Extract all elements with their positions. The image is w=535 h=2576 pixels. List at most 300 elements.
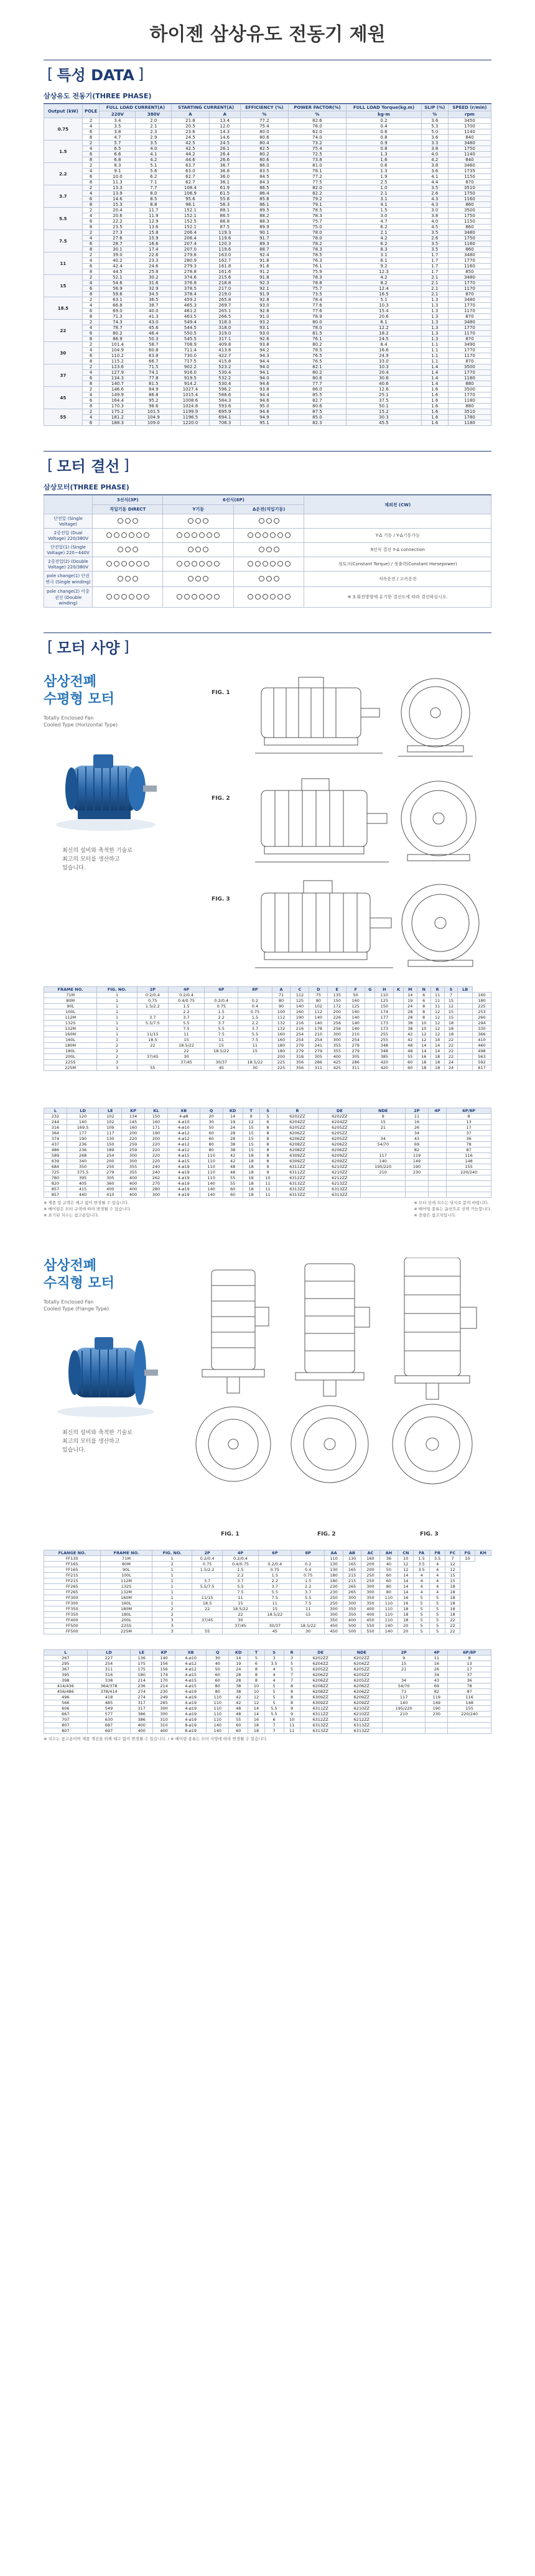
table-cell: 10 <box>259 1175 276 1181</box>
table-cell: 18 <box>243 1192 259 1198</box>
table-cell: 350 <box>361 1601 379 1606</box>
table-cell: 880 <box>448 381 491 387</box>
table-cell: 348 <box>375 1043 394 1049</box>
table-cell: 364 <box>44 1131 67 1136</box>
table-cell: 3480 <box>448 297 491 303</box>
terminal-dot-icon <box>203 518 208 524</box>
table-cell: 150 <box>328 998 347 1004</box>
table-cell: 6309ZZ <box>300 1700 341 1706</box>
table-cell: 82 <box>406 1147 429 1153</box>
table-cell: 2 <box>97 1049 137 1054</box>
table-cell: 4-ø19 <box>167 1192 200 1198</box>
wiring-row <box>44 529 491 543</box>
table-cell: 230 <box>325 1584 343 1590</box>
table-row <box>44 180 491 185</box>
table-cell: 45 <box>258 1629 291 1634</box>
table-cell: 279 <box>347 1043 365 1049</box>
table-cell: 550 <box>361 1629 379 1634</box>
table-row <box>44 404 491 409</box>
table-cell: 11 <box>284 1728 300 1734</box>
table-cell: 360 <box>99 1181 122 1187</box>
table-cell: 110 <box>200 1175 223 1181</box>
wiring-terminal-cell <box>163 543 233 557</box>
table-row <box>44 1187 491 1192</box>
table-cell: 6.6 <box>100 152 136 157</box>
table-cell: 140 <box>379 1623 398 1629</box>
table-cell: 460 <box>472 1043 491 1049</box>
table-row <box>44 1153 491 1159</box>
wiring-row-label: 단전압 (Single Voltage) <box>44 514 93 529</box>
table-cell: 6.5 <box>100 146 136 152</box>
table-cell: 584.3 <box>209 398 241 404</box>
table-cell: 450 <box>361 1618 379 1623</box>
table-cell: 1.6 <box>421 387 448 392</box>
table-cell <box>223 1629 258 1634</box>
table-cell: 0.8 <box>347 146 422 152</box>
table-cell: 10 <box>248 1689 264 1695</box>
table-cell: 161.8 <box>209 264 241 269</box>
table-cell: 366 <box>472 1032 491 1037</box>
table-cell: 3.1 <box>347 197 422 202</box>
table-cell: 80.2 <box>288 342 346 348</box>
table-cell <box>406 1175 429 1181</box>
table-cell: 78.3 <box>288 275 346 280</box>
table-cell: 262 <box>145 1175 168 1181</box>
table-cell: 82.2 <box>288 191 346 197</box>
table-cell: 180L <box>44 1049 97 1054</box>
terminal-dot-icon <box>133 518 138 524</box>
column-unit-header: 220V <box>100 111 136 118</box>
table-cell: 102 <box>309 1004 328 1009</box>
table-cell: 80 <box>207 1689 229 1695</box>
wiring-sub-head: 직입기동 DIRECT <box>93 505 163 514</box>
table-cell: 5.5 <box>264 1712 284 1717</box>
table-cell: 59.6 <box>100 292 136 297</box>
table-cell: 82.1 <box>288 364 346 370</box>
table-cell: 11 <box>238 1043 272 1049</box>
table-row <box>44 1175 491 1181</box>
output-kw-cell: 18.5 <box>44 297 83 320</box>
table-cell: 91.8 <box>241 258 289 264</box>
table-cell: 280.9 <box>172 258 209 264</box>
table-cell: 589 <box>44 1153 67 1159</box>
table-cell: 8 <box>248 1678 264 1684</box>
table-cell: 120 <box>67 1114 99 1119</box>
table-cell: 140 <box>200 1187 223 1192</box>
terminal-dot-icon <box>277 594 283 600</box>
table-cell: 165 <box>343 1562 361 1567</box>
table-cell: 36 <box>379 1556 398 1562</box>
table-cell: 4 <box>82 124 100 129</box>
table-cell: 94.1 <box>241 370 289 376</box>
table-cell: 66.7 <box>136 359 172 364</box>
table-cell: 77.2 <box>241 118 289 124</box>
table-cell: 311 <box>347 1065 365 1071</box>
table-cell: 378/414 <box>87 1689 131 1695</box>
table-cell: 80 <box>272 998 291 1004</box>
table-row <box>44 152 491 157</box>
table-cell: 60 <box>403 1065 417 1071</box>
table-cell: 4 <box>82 258 100 264</box>
table-cell: 250 <box>99 1164 122 1170</box>
table-cell: 80.6 <box>288 376 346 381</box>
table-cell: 1 <box>152 1601 192 1606</box>
table-row <box>44 1136 491 1142</box>
table-cell: 6309ZZ <box>300 1695 341 1700</box>
table-cell: 4.1 <box>421 174 448 180</box>
table-row <box>44 135 491 141</box>
table-cell: 172 <box>328 1004 347 1009</box>
table-cell: 1750 <box>448 191 491 197</box>
table-row <box>44 1147 491 1153</box>
table-cell: 94.6 <box>241 398 289 404</box>
table-cell: 40 <box>207 1661 229 1667</box>
table-row <box>44 1556 491 1562</box>
table-cell: 36.7 <box>209 163 241 169</box>
table-cell: 425 <box>328 1065 347 1071</box>
table-cell: 90L <box>100 1567 152 1573</box>
table-cell: 5.5 <box>223 1584 258 1590</box>
table-cell: 11 <box>259 1181 276 1187</box>
table-cell: 1024.8 <box>172 404 209 409</box>
table-cell: FF165 <box>44 1567 101 1573</box>
table-row <box>44 1159 491 1164</box>
table-cell: 63.8 <box>136 353 172 359</box>
column-header: D <box>309 987 328 993</box>
table-cell: 110 <box>200 1170 223 1175</box>
table-cell: 1770 <box>448 348 491 353</box>
table-cell: 50 <box>207 1667 229 1672</box>
terminal-dot-icon <box>192 532 197 538</box>
table-cell: 6311ZZ <box>276 1164 319 1170</box>
table-cell: 717.5 <box>172 359 209 364</box>
table-cell: 6209ZZ <box>341 1695 382 1700</box>
table-cell: 5 <box>264 1695 284 1700</box>
table-cell: 140 <box>382 1700 426 1706</box>
table-cell: 28 <box>229 1678 248 1684</box>
table-cell: 0.75 <box>258 1567 291 1573</box>
table-cell: 385 <box>375 1054 394 1060</box>
table-cell: 0.6 <box>347 163 422 169</box>
table-cell: 2 <box>82 163 100 169</box>
table-cell: 188.3 <box>100 420 136 426</box>
table-cell: 30.1 <box>100 247 136 253</box>
table-cell: 140 <box>347 1026 365 1032</box>
table-cell: 80M <box>44 998 97 1004</box>
table-cell: 140 <box>347 1021 365 1026</box>
table-cell: 86.8 <box>209 219 241 225</box>
table-cell: 34 <box>426 1672 448 1678</box>
table-cell: 3.5 <box>414 1567 429 1573</box>
table-cell: 549.4 <box>172 320 209 325</box>
column-header: S <box>259 1108 276 1114</box>
table-cell: 77.5 <box>288 180 346 185</box>
table-cell: 5.0 <box>421 129 448 135</box>
table-cell: 71.3 <box>100 314 136 320</box>
terminal-dot-icon <box>255 594 261 600</box>
note-line: ※ 중량은 참고치입니다. <box>414 1213 457 1218</box>
table-cell: 155 <box>447 1164 491 1170</box>
terminal-block-icon <box>118 547 138 552</box>
table-row <box>44 1567 491 1573</box>
table-cell: 667 <box>44 1712 88 1717</box>
table-cell: 14 <box>403 993 417 998</box>
table-cell: 1.7 <box>421 269 448 275</box>
table-cell: 0.2/0.4 <box>258 1562 291 1567</box>
table-cell: 14 <box>398 1590 414 1595</box>
table-cell: 6.2 <box>136 174 172 180</box>
table-cell: 7.5 <box>292 1601 325 1606</box>
horizontal-motor-desc-line2: 최고의 모터를 생산하고 <box>62 856 120 863</box>
table-cell: 170.3 <box>100 404 136 409</box>
table-cell: 42 <box>229 1695 248 1700</box>
table-cell: 6204ZZ <box>319 1119 361 1125</box>
table-cell: 10 <box>460 1556 475 1562</box>
table-cell <box>406 1187 429 1192</box>
table-cell: 1 <box>97 1015 137 1021</box>
table-cell: 13 <box>447 1119 491 1125</box>
table-cell: 27.3 <box>100 230 136 236</box>
table-row <box>44 1706 491 1712</box>
terminal-dot-icon <box>270 594 276 600</box>
table-cell: 244 <box>44 1119 67 1125</box>
wiring-corner <box>44 496 93 514</box>
table-cell: 3.7 <box>168 1015 204 1021</box>
table-cell: 420 <box>375 1065 394 1071</box>
table-cell <box>394 1060 404 1065</box>
terminal-dot-icon <box>199 532 205 538</box>
column-group-header: FULL LOAD Torque(kg.m) <box>347 104 422 111</box>
wiring-terminal-cell <box>163 557 233 572</box>
table-row <box>44 415 491 420</box>
table-cell: 355 <box>122 1170 145 1175</box>
table-cell: 117 <box>361 1153 406 1159</box>
table-row <box>44 1021 491 1026</box>
table-cell: 4-ø15 <box>175 1678 206 1684</box>
table-row <box>44 409 491 415</box>
table-cell: 1700 <box>448 124 491 129</box>
table-row <box>44 1584 491 1590</box>
table-cell: 279 <box>291 1043 309 1049</box>
table-cell: 75 <box>309 993 328 998</box>
table-cell: 206.4 <box>172 236 209 241</box>
table-row <box>44 1192 491 1198</box>
table-cell: 4-ø19 <box>167 1181 200 1187</box>
wiring-terminal-cell <box>233 557 304 572</box>
table-cell: 1 <box>152 1590 192 1595</box>
terminal-block-icon <box>118 576 138 581</box>
table-cell: 6 <box>82 376 100 381</box>
table-cell: 5.5/7.5 <box>192 1584 222 1590</box>
table-cell <box>428 1136 446 1142</box>
table-cell: 1 <box>152 1584 192 1590</box>
horizontal-fig1-drawing <box>249 666 485 759</box>
table-row <box>44 1032 491 1037</box>
table-cell: 18 <box>248 1723 264 1728</box>
table-cell: 78.7 <box>100 325 136 331</box>
table-cell: 1170 <box>448 331 491 336</box>
table-cell: 226 <box>328 1015 347 1021</box>
table-cell: 74.1 <box>136 370 172 376</box>
table-cell: 79.1 <box>288 202 346 208</box>
table-cell: 48 <box>229 1706 248 1712</box>
table-cell: 62.7 <box>172 180 209 185</box>
table-cell: 1.1 <box>421 359 448 364</box>
table-cell: 356 <box>291 1065 309 1071</box>
column-header: 4P <box>426 1650 448 1656</box>
table-cell: 60 <box>207 1678 229 1684</box>
table-cell: 415 <box>67 1187 99 1192</box>
table-cell: 255 <box>375 1032 394 1037</box>
table-cell: 20 <box>200 1114 223 1119</box>
table-cell: 3.3 <box>421 141 448 146</box>
table-cell: 24 <box>223 1125 243 1131</box>
table-cell: 38 <box>223 1142 243 1147</box>
terminal-block-icon <box>248 532 291 538</box>
table-cell: 12 <box>444 1004 458 1009</box>
table-cell: 3.6 <box>421 118 448 124</box>
table-cell: 486 <box>44 1147 67 1153</box>
table-row <box>44 118 491 124</box>
table-row <box>44 157 491 163</box>
column-unit-header: rpm <box>448 111 491 118</box>
wiring-row <box>44 543 491 557</box>
section-heading-wiring-text: 모터 결선 <box>57 458 120 475</box>
table-cell: 1.4 <box>421 364 448 370</box>
terminal-dot-icon <box>285 561 291 567</box>
table-cell: 87 <box>448 1689 491 1695</box>
table-cell: 24 <box>444 1060 458 1065</box>
table-row <box>44 269 491 275</box>
table-cell: 80.6 <box>288 404 346 409</box>
wiring-row-label: 단전압(1) (Single Voltage) 220~440V <box>44 543 93 557</box>
table-cell: 22 <box>445 1623 460 1629</box>
table-cell: 174 <box>375 1009 394 1015</box>
table-cell: 1170 <box>448 286 491 292</box>
table-row <box>44 236 491 241</box>
table-cell <box>428 1142 446 1147</box>
table-cell: 1.5 <box>168 1004 204 1009</box>
table-cell: 711.4 <box>172 348 209 353</box>
table-cell: 220 <box>145 1159 168 1164</box>
table-cell: 1770 <box>448 303 491 308</box>
table-cell: 38.7 <box>136 303 172 308</box>
vertical-spec-note-text: ※ 치수는 참고용이며 제품 개선을 위해 예고 없이 변경될 수 있습니다. / ※ 베어링 종류는 모터 사양에 따라 변경될 수 있습니다. <box>44 1736 268 1741</box>
table-cell: 4 <box>82 303 100 308</box>
wiring-sub-head: Δ운전(직입기동) <box>233 505 304 514</box>
table-cell: 4 <box>82 191 100 197</box>
table-cell: 95.1 <box>241 420 289 426</box>
table-cell: 81.5 <box>288 331 346 336</box>
table-cell: 3480 <box>448 141 491 146</box>
table-cell: 89.9 <box>241 225 289 230</box>
table-cell: 30 <box>200 1119 223 1125</box>
table-cell: 61.5 <box>209 191 241 197</box>
table-cell: 12 <box>417 1037 430 1043</box>
table-cell <box>365 1015 375 1021</box>
table-cell: 110.2 <box>100 353 136 359</box>
table-cell <box>361 1187 406 1192</box>
table-cell: 61.9 <box>209 185 241 191</box>
table-cell: 18 <box>417 1065 430 1071</box>
table-cell: 15.3 <box>100 202 136 208</box>
output-kw-cell: 0.75 <box>44 118 83 141</box>
table-cell: 9.1 <box>100 169 136 174</box>
table-cell <box>448 1728 491 1734</box>
table-cell: 5 <box>414 1612 429 1618</box>
table-cell: 37 <box>448 1672 491 1678</box>
terminal-dot-icon <box>285 594 291 600</box>
column-header: 8P <box>292 1550 325 1556</box>
table-cell: 6 <box>82 353 100 359</box>
column-header: R <box>276 1108 319 1114</box>
table-cell <box>448 1723 491 1728</box>
table-cell: 12.9 <box>136 219 172 225</box>
table-cell: 6208ZZ <box>300 1684 341 1689</box>
table-cell: 24.5 <box>172 135 209 141</box>
table-cell: 11/15 <box>137 1032 168 1037</box>
table-cell <box>137 1009 168 1015</box>
table-cell: 563 <box>472 1054 491 1060</box>
table-cell: 17 <box>448 1667 491 1672</box>
table-cell <box>406 1181 429 1187</box>
table-cell: 274 <box>131 1695 153 1700</box>
column-header: LB <box>458 987 472 993</box>
vertical-spec-table-1-wrap <box>44 1550 491 1634</box>
table-cell: 180 <box>131 1672 153 1678</box>
table-cell: 0.2/0.4 <box>223 1556 258 1562</box>
table-cell: 140 <box>200 1181 223 1187</box>
table-cell: 14 <box>430 1049 444 1054</box>
table-cell: 255 <box>375 1037 394 1043</box>
table-cell: 23.5 <box>100 225 136 230</box>
table-cell: 28 <box>403 1009 417 1015</box>
table-cell: 8 <box>417 1009 430 1015</box>
table-cell: 1.5 <box>414 1556 429 1562</box>
table-cell: 6208ZZ <box>276 1147 319 1153</box>
terminal-dot-icon <box>214 532 220 538</box>
table-cell: 11 <box>430 1004 444 1009</box>
table-cell: 256 <box>328 1021 347 1026</box>
table-cell: 149 <box>406 1159 429 1164</box>
table-row <box>44 1601 491 1606</box>
column-unit-header: A <box>209 111 241 118</box>
table-cell: 1 <box>97 993 137 998</box>
terminal-dot-icon <box>207 532 212 538</box>
table-cell <box>205 993 238 998</box>
table-cell: 109 <box>99 1125 122 1131</box>
table-cell: 617 <box>472 1065 491 1071</box>
table-cell: 3.8 <box>100 129 136 135</box>
table-cell: 60 <box>229 1723 248 1728</box>
table-cell: 175.2 <box>100 409 136 415</box>
table-cell: 311 <box>87 1667 131 1672</box>
table-cell: 386 <box>131 1717 153 1723</box>
fig-label: FIG. 1 <box>212 690 230 696</box>
terminal-dot-icon <box>266 576 272 581</box>
table-cell: 355 <box>328 1043 347 1049</box>
table-cell: 71 <box>382 1689 426 1695</box>
column-header: G <box>365 987 375 993</box>
table-cell: 279 <box>309 1049 328 1054</box>
table-cell <box>361 1192 406 1198</box>
table-cell: 48 <box>229 1712 248 1717</box>
table-cell: 7.5 <box>223 1590 258 1595</box>
table-cell: 2 <box>97 1043 137 1049</box>
table-cell: 317 <box>131 1706 153 1712</box>
table-cell: 225S <box>44 1060 97 1065</box>
table-cell: 5 <box>264 1700 284 1706</box>
